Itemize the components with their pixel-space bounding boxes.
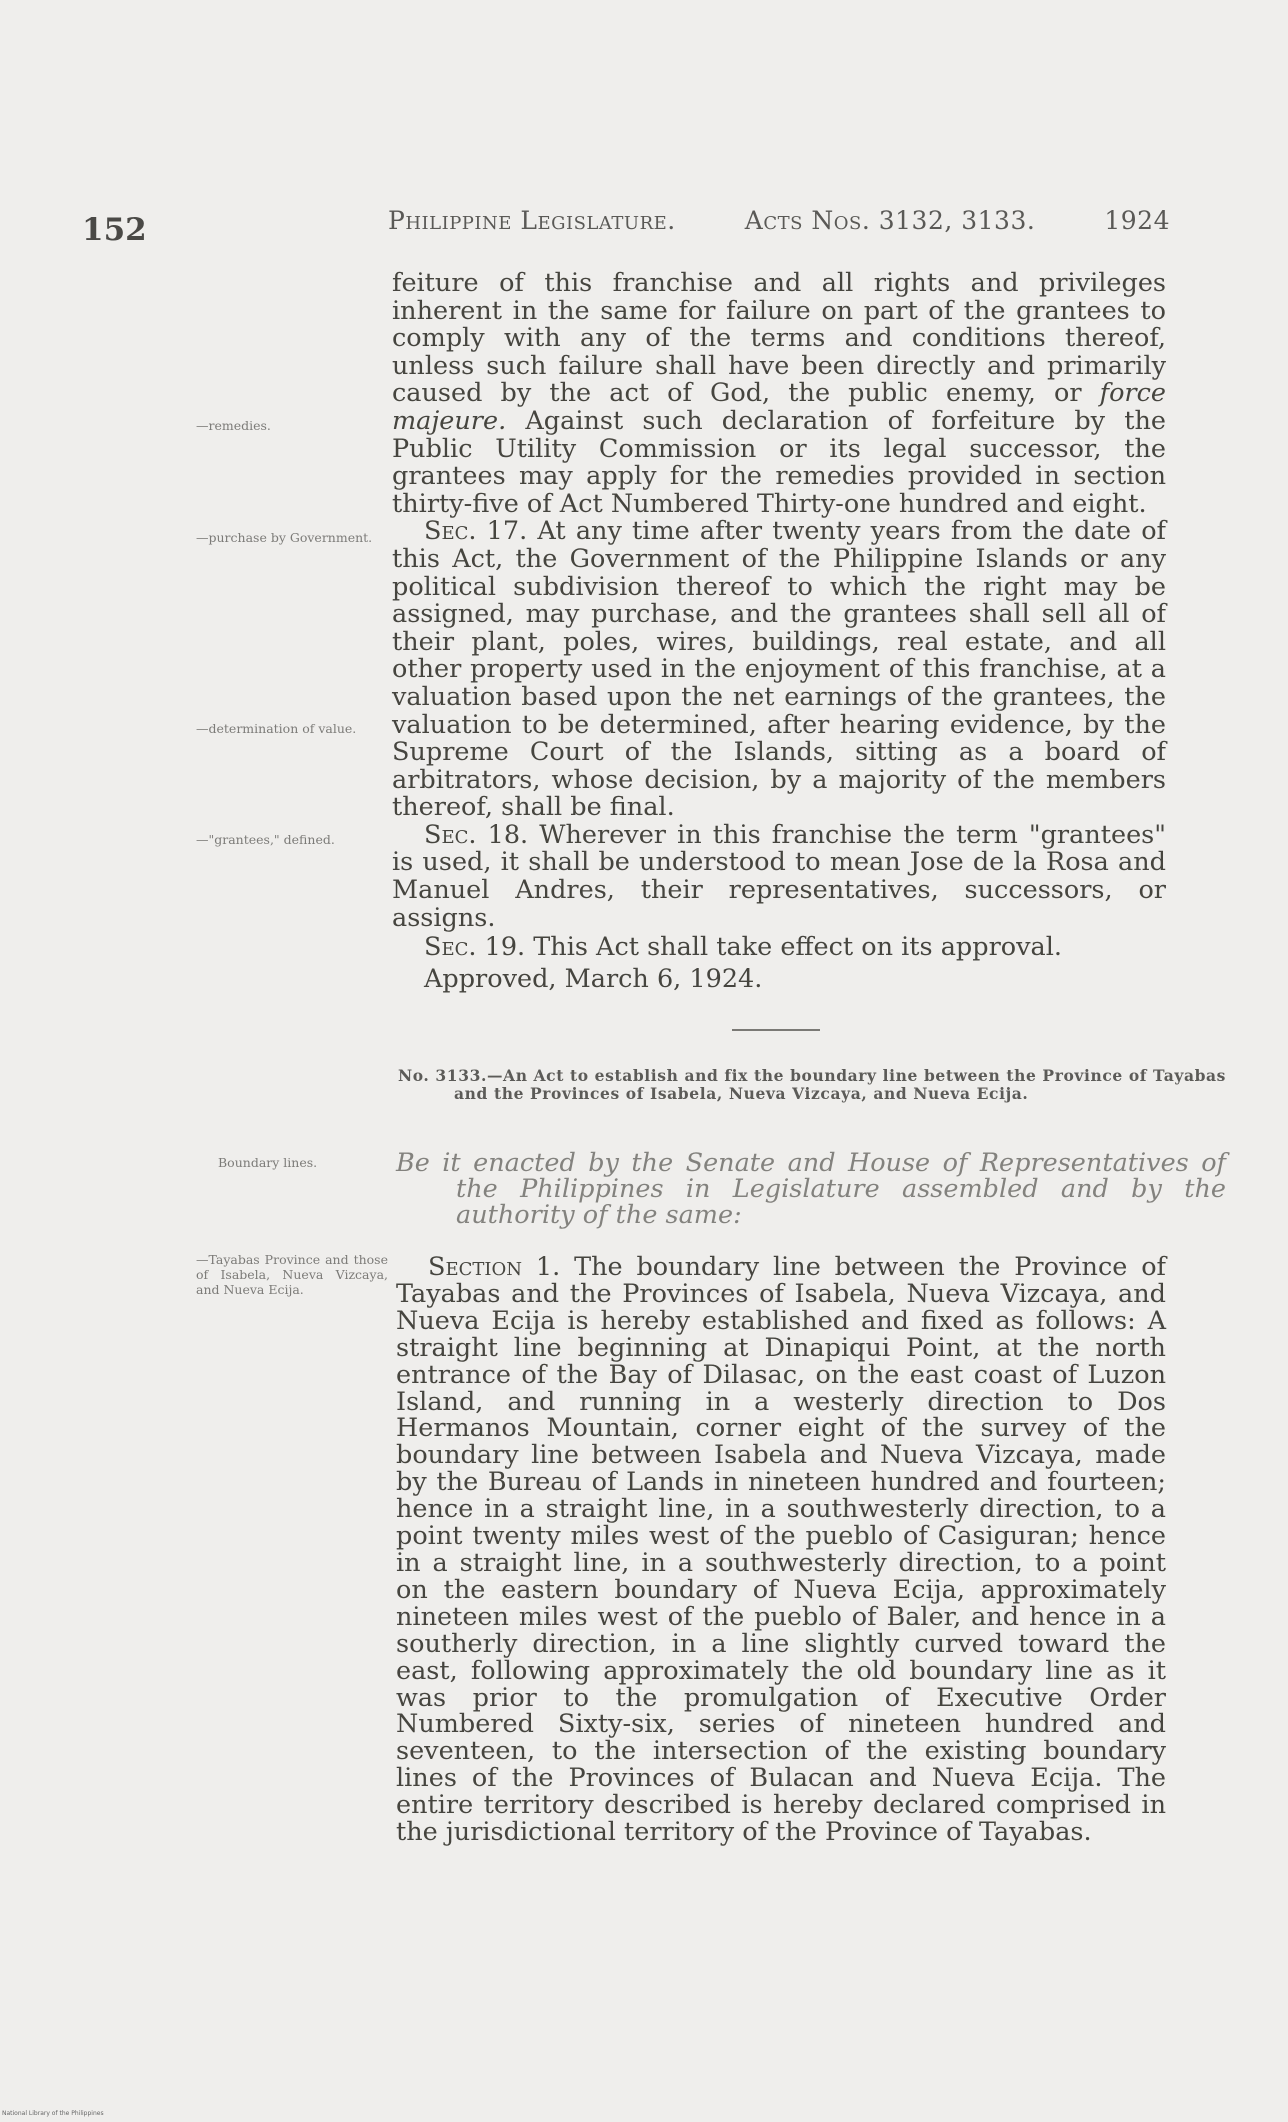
section-18: Sec. 18. Wherever in this franchise the term "grantees" is used, it shall be understood to mean Jose de la Rosa and Manuel Andres, their representatives, successors, or assigns. (392, 819, 1166, 933)
section-1: Section 1. The boundary line between the Province of Tayabas and the Provinces of Isabela, Nueva Vizcaya, and Nueva Ecija is hereby established and fixed as follows: A straight line beginning at Dinapiqui Point, at the north entrance of the Bay of Dilasac, on the east coast of Luzon Island, and running in a westerly direction to Dos Hermanos Mountain, corner eight of the survey of the boundary line between Isabela and Nueva Vizcaya, made by the Bureau of Lands in nineteen hundred and fourteen; hence in a straight line, in a southwesterly direction, to a point twenty miles west of the pueblo of Casiguran; hence in a straight line, in a southwesterly direction, to a point on the eastern boundary of Nueva Ecija, approximately nineteen miles west of the pueblo of Baler, and hence in a southerly direction, in a line slightly curved toward the east, following approximately the old boundary line as it was prior to the promulgation of Executive Order Numbered Sixty-six, series of nineteen hundred and seventeen, to the intersection of the existing boundary lines of the Provinces of Bulacan and Nueva Ecija. The entire territory described is hereby declared comprised in the jurisdictional territory of the Province of Tayabas. (396, 1252, 1166, 1848)
header-year: 1924 (1104, 206, 1170, 235)
section-19: Sec. 19. This Act shall take effect on its approval. (424, 932, 1062, 963)
italic-force-majeure: force majeure. (392, 378, 1166, 436)
footer-credit: National Library of the Philippines (2, 2110, 104, 2117)
margin-note-tayabas: —Tayabas Province and those of Isabela, Nueva Vizcaya, and Nueva Ecija. (196, 1252, 388, 1297)
body-text-upper (392, 270, 1166, 993)
approved-date: Approved, March 6, 1924. (424, 963, 763, 994)
act-3133-title: No. 3133.—An Act to establish and fix the boundary line between the Province of Tayabas and the Provinces of Isabela, Nueva Vizcaya, and Nueva Ecija. (398, 1066, 1227, 1103)
margin-note-grantees: —"grantees," defined. (196, 832, 335, 847)
paragraph-forfeiture: feiture of this franchise and all rights and privileges inherent in the same for failure on part of the grantees to comply with any of the terms and conditions thereof, unless such failure shall have been directly and primarily caused by the act of God, the public enemy, or force majeure. Against such declaration of forfeiture by the Public Utility Commission or its legal successor, the grantees may apply for the remedies provided in section thirty-five of Act Numbered Thirty-one hundred and eight. (392, 268, 1166, 519)
section-17: Sec. 17. At any time after twenty years from the date of this Act, the Government of the Philippine Islands or any political subdivision thereof to which the right may be assigned, may purchase, and the grantees shall sell all of their plant, poles, wires, buildings, real estate, and all other property used in the enjoyment of this franchise, at a valuation based upon the net earnings of the grantees, the valuation to be determined, after hearing evidence, by the Supreme Court of the Islands, sitting as a board of arbitrators, whose decision, by a majority of the members thereof, shall be final. (392, 516, 1166, 823)
margin-note-boundary: Boundary lines. (218, 1155, 318, 1170)
margin-note-remedies: —remedies. (196, 418, 271, 433)
header-legislature: Philippine Legislature. (388, 206, 676, 235)
body-text-lower (396, 1254, 1166, 1846)
margin-note-determination: —determination of value. (196, 721, 357, 736)
running-header (388, 206, 1170, 235)
enacting-clause: Be it enacted by the Senate and House of Representatives of the Philippines in Legislature assembled and by the authority of the same: (396, 1148, 1226, 1230)
header-acts: Acts Nos. 3132, 3133. (744, 206, 1036, 235)
margin-note-purchase: —purchase by Government. (196, 530, 373, 545)
page-number: 152 (82, 212, 147, 248)
section-divider (732, 1029, 820, 1031)
